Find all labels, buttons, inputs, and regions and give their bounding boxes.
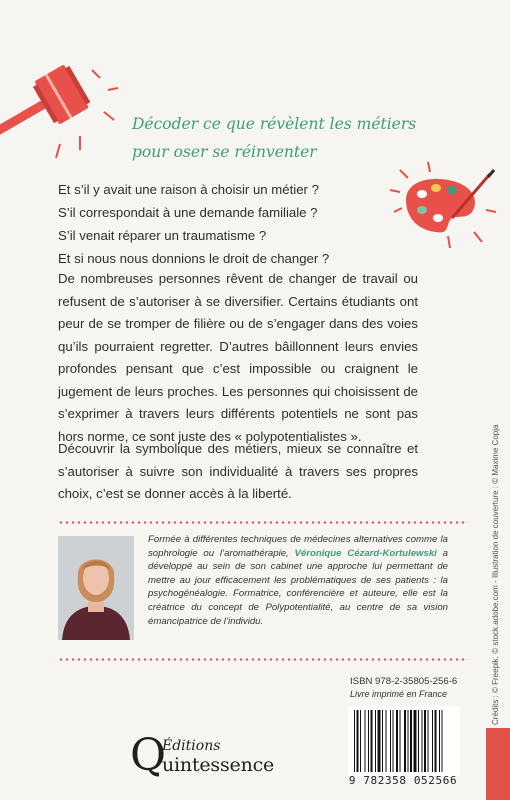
- bio-text-after: a développé au sein de son cabinet une approche lui permettant de mettre au jour efficacement les problématiques de ses patients : la psychogénéalogie. Formatrice, conférencière et auteure, elle est la créatrice du concept de Polypotentialité, au centre de sa vision émancipatrice de l’individu.: [148, 547, 448, 627]
- author-name: Véronique Cézard-Kortulewski: [294, 547, 437, 559]
- publisher-logo-top: Éditions: [162, 738, 221, 754]
- bio-text-before: Formée à différentes techniques de médecines alternatives comme la sophrologie ou l’aromathérapie,: [148, 534, 448, 559]
- tagline-line-2: pour oser se réinventer: [132, 143, 317, 161]
- isbn-block: [350, 676, 457, 700]
- paint-palette-icon: [388, 160, 500, 250]
- question-list: [58, 178, 329, 270]
- dotted-divider-bottom: [58, 658, 468, 661]
- description-paragraph-2: Découvrir la symbolique des métiers, mieux se connaître et s’autoriser à suivre son individualité à travers ses propres choix, c’est se donner accès à la liberté.: [58, 441, 418, 501]
- tagline: [132, 110, 432, 166]
- gavel-icon: [0, 62, 125, 167]
- question-2: S’il correspondait à une demande familiale ?: [58, 205, 318, 220]
- dotted-divider-top: [58, 521, 468, 524]
- tagline-line-1: Décoder ce que révèlent les métiers: [132, 115, 417, 133]
- author-bio: [148, 533, 448, 628]
- printed-in-label: Livre imprimé en France: [350, 689, 448, 699]
- barcode: [348, 706, 460, 776]
- spine-color-strip: [486, 728, 510, 800]
- publisher-logo-initial: Q: [130, 730, 167, 781]
- question-3: S’il venait réparer un traumatisme ?: [58, 228, 267, 243]
- publisher-logo-name: uintessence: [162, 754, 275, 776]
- barcode-digits: 9 782358 052566: [348, 774, 458, 787]
- question-4: Et si nous nous donnions le droit de changer ?: [58, 251, 330, 266]
- author-photo: [58, 536, 134, 640]
- isbn-number: ISBN 978-2-35805-256-6: [350, 676, 458, 687]
- question-1: Et s’il y avait une raison à choisir un métier ?: [58, 182, 319, 197]
- description-paragraph-1: De nombreuses personnes rêvent de changer de travail ou refusent de s’autoriser à se diversifier. Certains étudiants ont peur de se tromper de filière ou de s’engager dans des voies qu’ils pourraient regretter. D’autres bâillonnent leurs envies profondes pensant que c’est impossible ou craignent le jugement de leurs proches. Les personnes qui choisissent de s’exprimer à travers leurs différents potentiels ne sont pas hors norme, ce sont juste des « polypotentialistes ».: [58, 271, 418, 444]
- image-credits: Crédits : © Freepik, © stock.adobe.com - Illustration de couverture : © Maxime Copja: [491, 424, 500, 725]
